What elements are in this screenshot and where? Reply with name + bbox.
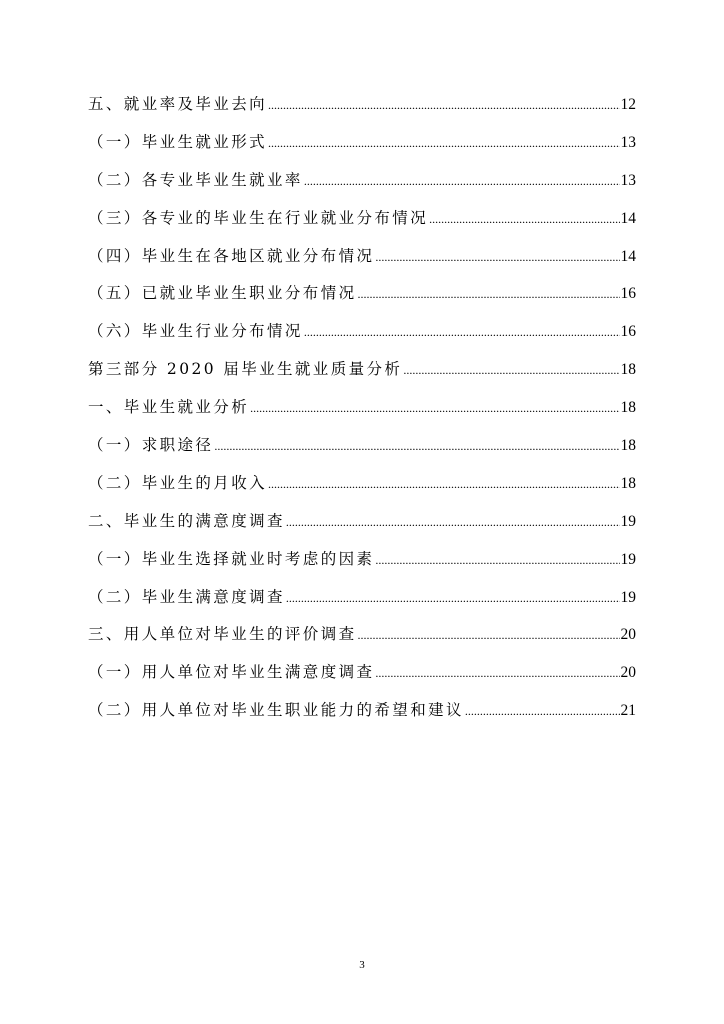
toc-entry-page: 20: [620, 664, 636, 682]
toc-entry-title: 三、用人单位对毕业生的评价调查: [88, 625, 357, 644]
toc-entry-title: （二）毕业生满意度调查: [88, 587, 285, 606]
toc-entry[interactable]: [88, 547, 636, 585]
toc-entry-title: 二、毕业生的满意度调查: [88, 511, 285, 530]
toc-entry-title: （一）毕业生就业形式: [88, 132, 268, 151]
toc-entry-title: （二）毕业生的月收入: [88, 473, 268, 492]
toc-entry-title: （二）用人单位对毕业生职业能力的希望和建议: [88, 701, 464, 720]
toc-entry[interactable]: [88, 395, 636, 433]
toc-entry-page: 18: [620, 361, 636, 379]
toc-entry-page: 19: [620, 550, 636, 568]
toc-entry-page: 14: [620, 209, 636, 227]
toc-dot-leader: [465, 704, 620, 719]
toc-entry-title: （五）已就业毕业生职业分布情况: [88, 284, 357, 303]
toc-entry-page: 13: [620, 133, 636, 151]
toc-entry[interactable]: [88, 585, 636, 623]
toc-entry[interactable]: [88, 168, 636, 206]
toc-entry-title: （一）毕业生选择就业时考虑的因素: [88, 549, 375, 568]
toc-entry[interactable]: [88, 433, 636, 471]
toc-dot-leader: [304, 174, 620, 189]
toc-entry-title: （四）毕业生在各地区就业分布情况: [88, 246, 375, 265]
toc-entry-title: （二）各专业毕业生就业率: [88, 170, 303, 189]
toc-dot-leader: [358, 287, 620, 302]
toc-entry[interactable]: [88, 92, 636, 130]
toc-dot-leader: [358, 628, 620, 643]
toc-entry-page: 21: [620, 702, 636, 720]
toc-entry-title: 第三部分 2020 届毕业生就业质量分析: [88, 360, 403, 379]
toc-entry-page: 18: [620, 399, 636, 417]
toc-dot-leader: [375, 553, 619, 568]
toc-entry[interactable]: [88, 206, 636, 244]
toc-dot-leader: [286, 591, 620, 606]
toc-entry-page: 13: [620, 171, 636, 189]
toc-entry-page: 19: [620, 588, 636, 606]
toc-entry-page: 16: [620, 323, 636, 341]
toc-entry[interactable]: [88, 509, 636, 547]
toc-entry-title: （一）求职途径: [88, 436, 214, 455]
toc-entry[interactable]: [88, 130, 636, 168]
toc-entry[interactable]: [88, 357, 636, 395]
toc-entry[interactable]: [88, 244, 636, 282]
toc-entry-page: 18: [620, 474, 636, 492]
toc-entry-title: 五、就业率及毕业去向: [88, 95, 268, 113]
toc-entry-title: （六）毕业生行业分布情况: [88, 322, 303, 341]
toc-entry[interactable]: [88, 660, 636, 698]
toc-entry-page: 18: [620, 437, 636, 455]
page-number: 3: [359, 959, 365, 971]
toc-entry-page: 12: [620, 96, 636, 113]
toc-entry-page: 16: [620, 285, 636, 303]
toc-entry-page: 14: [620, 247, 636, 265]
toc-entry-title: 一、毕业生就业分析: [88, 398, 250, 417]
toc-entry[interactable]: [88, 698, 636, 736]
toc-entry[interactable]: [88, 281, 636, 319]
toc-entry[interactable]: [88, 471, 636, 509]
toc-dot-leader: [375, 666, 619, 681]
toc-dot-leader: [304, 325, 620, 340]
toc-dot-leader: [268, 98, 619, 113]
toc-dot-leader: [429, 212, 619, 227]
table-of-contents: [88, 92, 636, 736]
toc-entry-title: （三）各专业的毕业生在行业就业分布情况: [88, 208, 429, 227]
toc-entry[interactable]: [88, 622, 636, 660]
toc-dot-leader: [375, 250, 619, 265]
toc-entry-page: 20: [620, 626, 636, 644]
toc-entry[interactable]: [88, 319, 636, 357]
toc-entry-title: （一）用人单位对毕业生满意度调查: [88, 663, 375, 682]
toc-entry-page: 19: [620, 512, 636, 530]
toc-dot-leader: [268, 136, 619, 151]
toc-dot-leader: [268, 477, 619, 492]
toc-dot-leader: [403, 363, 619, 378]
toc-dot-leader: [214, 439, 619, 454]
toc-dot-leader: [286, 515, 620, 530]
toc-dot-leader: [250, 401, 619, 416]
